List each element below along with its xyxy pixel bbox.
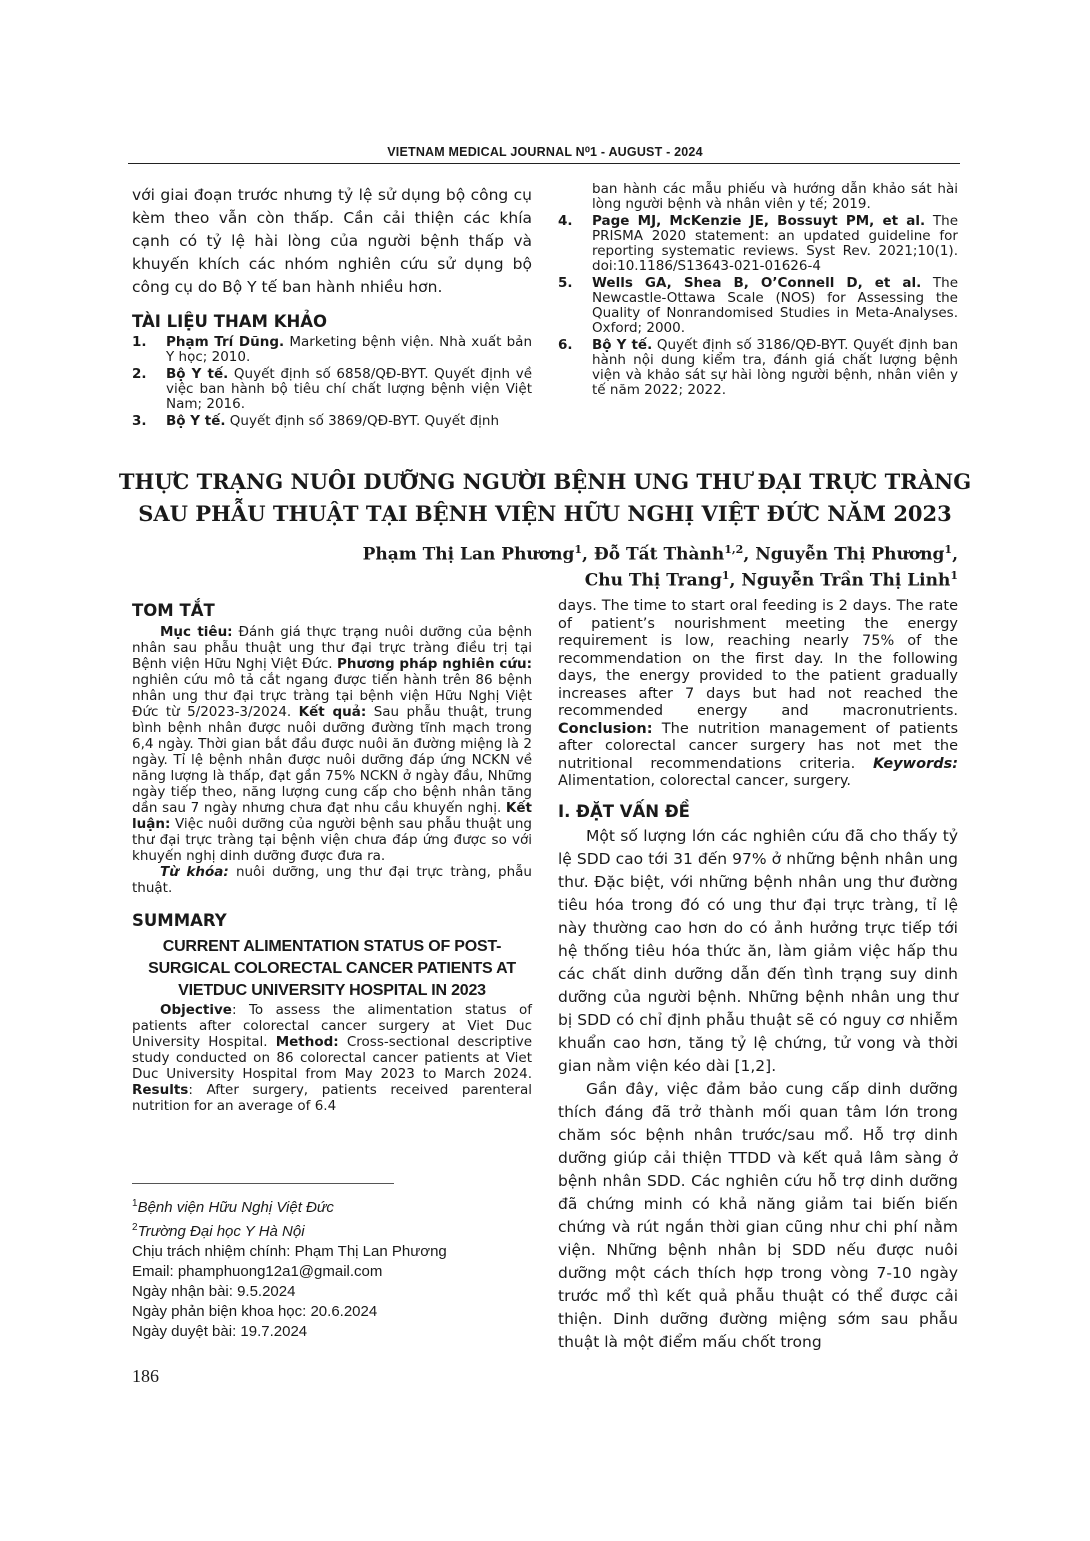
- keywords-text: nuôi dưỡng, ung thư đại trực tràng, phẫu thuật.: [132, 864, 532, 896]
- journal-header: VIETNAM MEDICAL JOURNAL N⁰1 - AUGUST - 2024: [387, 145, 703, 159]
- conclusion-label: Kết luận:: [132, 800, 532, 832]
- prev-conclusion-text: với giai đoạn trước nhưng tỷ lệ sử dụng bộ công cụ kèm theo vẫn còn thấp. Cần cải thiện các khía cạnh có tỷ lệ hài lòng của người bệnh thấp và khuyến khích các nhóm nghiên cứu sử dụng bộ công cụ do Bộ Y tế ban hành nhiều hơn.: [132, 186, 532, 296]
- summary-heading: SUMMARY: [132, 911, 227, 930]
- reference-number: 2.: [132, 366, 147, 382]
- reference-item: [132, 367, 532, 412]
- reference-number: 1.: [132, 334, 147, 350]
- english-title: CURRENT ALIMENTATION STATUS OF POST-SURGICAL COLORECTAL CANCER PATIENTS AT VIETDUC UNIVERSITY HOSPITAL IN 2023: [148, 938, 516, 999]
- reference-item: [132, 414, 532, 429]
- reference-authors: Bộ Y tế.: [592, 337, 653, 353]
- footnotes: [132, 1194, 532, 1342]
- author-separator: ,: [582, 544, 594, 565]
- article-title-line: THỰC TRẠNG NUÔI DƯỠNG NGƯỜI BỆNH UNG THƯ ĐẠI TRỰC TRÀNG: [118, 469, 972, 494]
- author-line: [258, 564, 958, 593]
- objective-text: Đánh giá thực trạng nuôi dưỡng của bệnh nhân sau phẫu thuật ung thư đại trực tràng điều trị tại Bệnh viện Hữu Nghị Việt Đức.: [132, 624, 533, 672]
- author-name: Nguyễn Thị Phương: [755, 544, 945, 565]
- page-number: 186: [132, 1366, 159, 1386]
- reference-list-right: [558, 214, 958, 398]
- reference-item: [558, 276, 958, 336]
- author-line: [258, 538, 958, 567]
- keywords-text: Alimentation, colorectal cancer, surgery.: [558, 773, 852, 789]
- author-separator: ,: [743, 544, 756, 565]
- reference-text: Quyết định số 3869/QĐ-BYT. Quyết định: [229, 413, 500, 429]
- reference-text: The PRISMA 2020 statement: an updated guideline for reporting systematic reviews. Syst Rev. 2021;10(1). doi:10.1186/S13643-021-01626-4: [592, 213, 958, 274]
- reference-item: [558, 338, 958, 398]
- intro-heading: I. ĐẶT VẤN ĐỀ: [558, 801, 690, 821]
- header-rule: [128, 163, 960, 164]
- right-body-column: [558, 598, 958, 1354]
- objective-text: : To assess the alimentation status of patients after colorectal cancer surgery at Viet Duc University Hospital.: [132, 1002, 532, 1050]
- reference-list-left: [132, 335, 532, 429]
- footnote-affiliation-1: $^1$Bệnh viện Hữu Nghị Việt Đức: [132, 1198, 334, 1216]
- results-text: : After surgery, patients received parenteral nutrition for an average of 6.4: [132, 1082, 532, 1114]
- reference-number: 3.: [132, 413, 147, 429]
- author-name: Phạm Thị Lan Phương: [362, 544, 575, 565]
- reference-authors: Page MJ, McKenzie JE, Bossuyt PM, et al.: [592, 213, 926, 229]
- method-label: Method:: [275, 1034, 339, 1050]
- conclusion-label: Conclusion:: [558, 720, 653, 737]
- corresponding-author: Chịu trách nhiệm chính: Phạm Thị Lan Phương: [132, 1243, 447, 1260]
- affiliation-text: Bệnh viện Hữu Nghị Việt Đức: [137, 1199, 334, 1216]
- author-affiliation: 1: [574, 543, 583, 556]
- reference-authors: Wells GA, Shea B, O’Connell D, et al.: [592, 275, 922, 291]
- results-text: days. The time to start oral feeding is 2 days. The rate of patient’s nourishment meeting the energy requirement is low, reaching nearly 75% of the recommendation on the first day. In the following days, the energy provided to the patient gradually increases after 7 days but had not reached the recommended energy and macronutrients.: [558, 598, 958, 719]
- results-label: Results: [132, 1082, 189, 1098]
- date-received: Ngày nhận bài: 9.5.2024: [132, 1283, 296, 1300]
- reference-text: Quyết định số 6858/QĐ-BYT. Quyết định về việc ban hành bộ tiêu chí chất lượng bệnh viện Việt Nam; 2016.: [166, 366, 532, 412]
- reference-continuation: ban hành các mẫu phiếu và hướng dẫn khảo sát hài lòng người bệnh và nhân viên y tế; 2019.: [592, 181, 958, 212]
- reference-item: [558, 214, 958, 274]
- results-text: Sau phẫu thuật, trung bình bệnh nhân được nuôi dưỡng đường tĩnh mạch trong 6,4 ngày. Thời gian bắt đầu được nuôi ăn đường miệng là 2 ngày. Tỉ lệ bệnh nhân được nuôi dưỡng đáp ứng NCKN về năng lượng là thấp, đạt gần 75% NCKN ở ngày đầu, Những ngày tiếp theo, năng lượng cung cấp cho bệnh nhân tăng dần sau 7 ngày nhưng chưa đạt nhu cầu khuyến nghị.: [132, 704, 533, 816]
- keywords-vi: [132, 864, 532, 896]
- objective-label: Mục tiêu:: [160, 624, 233, 640]
- conclusion-text: The nutrition management of patients after colorectal cancer surgery has not met the nutritional recommendations criteria.: [558, 720, 959, 772]
- email: Email: phamphuong12a1@gmail.com: [132, 1263, 383, 1280]
- intro-paragraph: Gần đây, việc đảm bảo cung cấp dinh dưỡng thích đáng đã trở thành mối quan tâm lớn trong chăm sóc bệnh nhân trước/sau mổ. Hỗ trợ dinh dưỡng giúp cải thiện TTDD và kết quả lâm sàng ở bệnh nhân SDD. Các nghiên cứu hỗ trợ dinh dưỡng đã chứng minh có khả năng giảm tai biến biến chứng và rút ngắn thời gian cũng như chi phí nằm viện. Những bệnh nhân bị SDD nếu được nuôi dưỡng một cách thích hợp trong vòng 7-10 ngày trước mổ thì kết quả phẫu thuật có thể được cải thiện. Dinh dưỡng đường miệng sớm sau phẫu thuật là một điểm mấu chốt trong: [558, 1079, 958, 1351]
- reference-number: 5.: [558, 275, 573, 291]
- reference-number: 6.: [558, 337, 573, 353]
- abstract-column: [132, 600, 532, 1114]
- tomtat-body: [132, 624, 532, 864]
- author-affiliation: 1: [950, 569, 958, 582]
- author-affiliation: 1: [721, 569, 730, 582]
- references-heading: TÀI LIỆU THAM KHẢO: [132, 312, 328, 331]
- footnote-rule: [132, 1183, 394, 1184]
- date-reviewed: Ngày phản biện khoa học: 20.6.2024: [132, 1303, 378, 1320]
- reference-item: [132, 335, 532, 365]
- author-separator: ,: [952, 544, 958, 565]
- author-separator: ,: [729, 570, 742, 591]
- reference-authors: Phạm Trí Dũng.: [166, 334, 285, 350]
- author-name: Chu Thị Trang: [584, 570, 722, 591]
- reference-text: Quyết định số 3186/QĐ-BYT. Quyết định ban hành nội dung kiểm tra, đánh giá chất lượng bệnh viện và khảo sát sự hài lòng người bệnh, nhân viên y tế năm 2022; 2022.: [592, 337, 958, 398]
- summary-body: [132, 1002, 532, 1114]
- method-text: Cross-sectional descriptive study conducted on 86 colorectal cancer patients at Viet Duc University Hospital from May 2023 to March 2024.: [132, 1034, 533, 1082]
- author-affiliation: 1: [944, 543, 953, 556]
- reference-text: The Newcastle-Ottawa Scale (NOS) for Assessing the Quality of Nonrandomised Studies in Meta-Analyses. Oxford; 2000.: [592, 275, 958, 336]
- intro-paragraph: Một số lượng lớn các nghiên cứu đã cho thấy tỷ lệ SDD cao tới 31 đến 97% ở những bệnh nhân ung thư. Đặc biệt, với những bệnh nhân ung thư đường tiêu hóa trong đó có ung thư đại trực tràng, tỉ lệ này thường cao hơn do có ảnh hưởng trực tiếp tới hệ thống tiêu hóa thức ăn, làm giảm việc hấp thu các chất dinh dưỡng dẫn đến tình trạng suy dinh dưỡng của người bệnh. Những bệnh nhân ung thư bị SDD có chỉ định phẫu thuật sẽ có nguy cơ nhiễm khuẩn cao hơn, tăng tỷ lệ chứng, tử vong và thời gian nằm viện kéo dài [1,2].: [558, 826, 958, 1075]
- affiliation-text: Trường Đại học Y Hà Nội: [137, 1223, 305, 1240]
- prev-article-right: [558, 182, 958, 400]
- keywords-label: Từ khóa:: [160, 864, 229, 880]
- conclusion-text: Việc nuôi dưỡng của người bệnh sau phẫu thuật ung thư đại trực tràng tại bệnh viện chưa đáp ứng được so với khuyến nghị dinh dưỡng được đưa ra.: [132, 816, 532, 864]
- objective-label: Objective: [160, 1002, 232, 1018]
- reference-text: Marketing bệnh viện. Nhà xuất bản Y học; 2010.: [166, 334, 533, 365]
- footnote-affiliation-2: $^2$Trường Đại học Y Hà Nội: [132, 1222, 305, 1240]
- tomtat-heading: TOM TẮT: [132, 601, 215, 620]
- method-text: nghiên cứu mô tả cắt ngang được tiến hành trên 86 bệnh nhân ung thư đại trực tràng tại bệnh viện Hữu Nghị Việt Đức từ 5/2023-3/2024.: [132, 672, 532, 720]
- author-name: Nguyễn Trần Thị Linh: [741, 570, 951, 591]
- results-label: Kết quả:: [298, 704, 367, 720]
- article-title-line: SAU PHẪU THUẬT TẠI BỆNH VIỆN HỮU NGHỊ VIỆT ĐỨC NĂM 2023: [138, 501, 952, 526]
- date-accepted: Ngày duyệt bài: 19.7.2024: [132, 1323, 308, 1340]
- method-label: Phương pháp nghiên cứu:: [336, 656, 532, 672]
- author-name: Đỗ Tất Thành: [593, 544, 725, 565]
- reference-authors: Bộ Y tế.: [166, 366, 229, 382]
- author-affiliation: 1,2: [724, 543, 744, 556]
- summary-continued: [558, 598, 958, 791]
- prev-article-left: [132, 184, 532, 431]
- keywords-label: Keywords:: [872, 755, 958, 772]
- reference-number: 4.: [558, 213, 573, 229]
- article-title: [110, 466, 980, 530]
- reference-authors: Bộ Y tế.: [166, 413, 226, 429]
